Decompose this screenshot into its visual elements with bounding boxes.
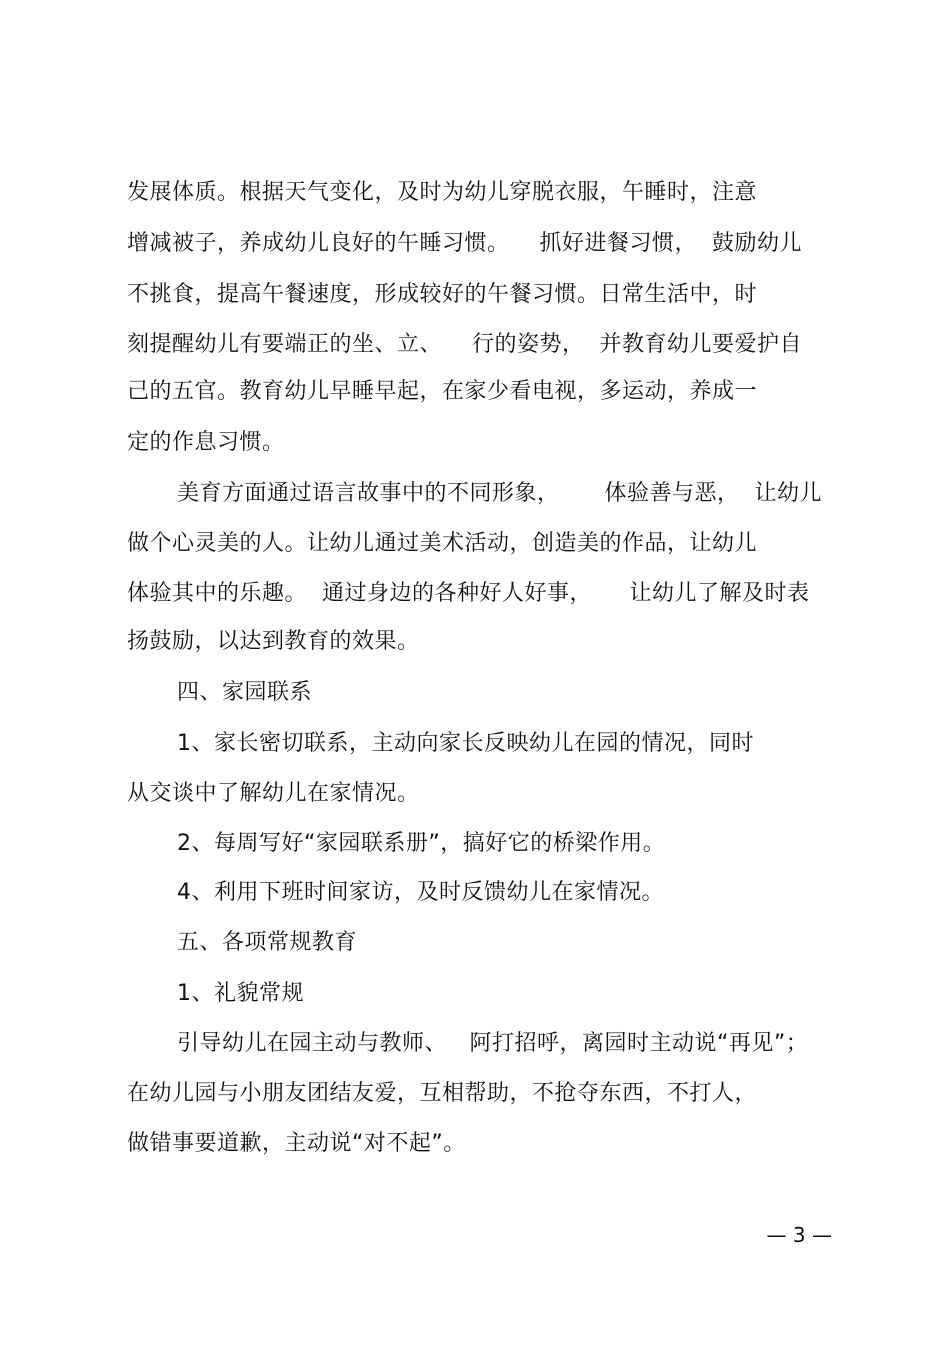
text-line: 引导幼儿在园主动与教师、 阿打招呼，离园时主动说“再见”；	[177, 1031, 809, 1056]
text-line: 发展体质。根据天气变化，及时为幼儿穿脱衣服，午睡时，注意	[127, 180, 758, 205]
section-heading: 五、各项常规教育	[177, 930, 358, 955]
text-line: 增减被子，养成幼儿良好的午睡习惯。 抓好进餐习惯， 鼓励幼儿	[127, 231, 802, 256]
text-line: 做错事要道歉，主动说“对不起”。	[127, 1131, 466, 1156]
section-heading: 四、家园联系	[177, 680, 313, 705]
text-line: 美育方面通过语言故事中的不同形象， 体验善与恶， 让幼儿	[177, 481, 822, 506]
text-line: 体验其中的乐趣。 通过身边的各种好人好事， 让幼儿了解及时表	[127, 581, 810, 606]
text-line: 定的作息习惯。	[127, 430, 285, 455]
text-line: 做个心灵美的人。让幼儿通过美术活动，创造美的作品，让幼儿	[127, 531, 758, 556]
text-line: 在幼儿园与小朋友团结友爱，互相帮助，不抢夺东西，不打人，	[127, 1081, 758, 1106]
list-item: 4、利用下班时间家访，及时反馈幼儿在家情况。	[177, 880, 664, 905]
subsection-heading: 1、礼貌常规	[177, 981, 304, 1006]
text-line: 刻提醒幼儿有要端正的坐、立、 行的姿势， 并教育幼儿要爱护自	[127, 332, 802, 357]
text-line: 不挑食，提高午餐速度，形成较好的午餐习惯。日常生活中，时	[127, 282, 758, 307]
text-line: 己的五官。教育幼儿早睡早起，在家少看电视，多运动，养成一	[127, 379, 758, 404]
list-item: 1、家长密切联系，主动向家长反映幼儿在园的情况，同时	[177, 731, 754, 756]
text-line: 扬鼓励，以达到教育的效果。	[127, 629, 420, 654]
list-item: 2、每周写好“家园联系册”，搞好它的桥梁作用。	[177, 831, 666, 856]
page-number: — 3 —	[766, 1223, 832, 1247]
text-line: 从交谈中了解幼儿在家情况。	[127, 781, 420, 806]
